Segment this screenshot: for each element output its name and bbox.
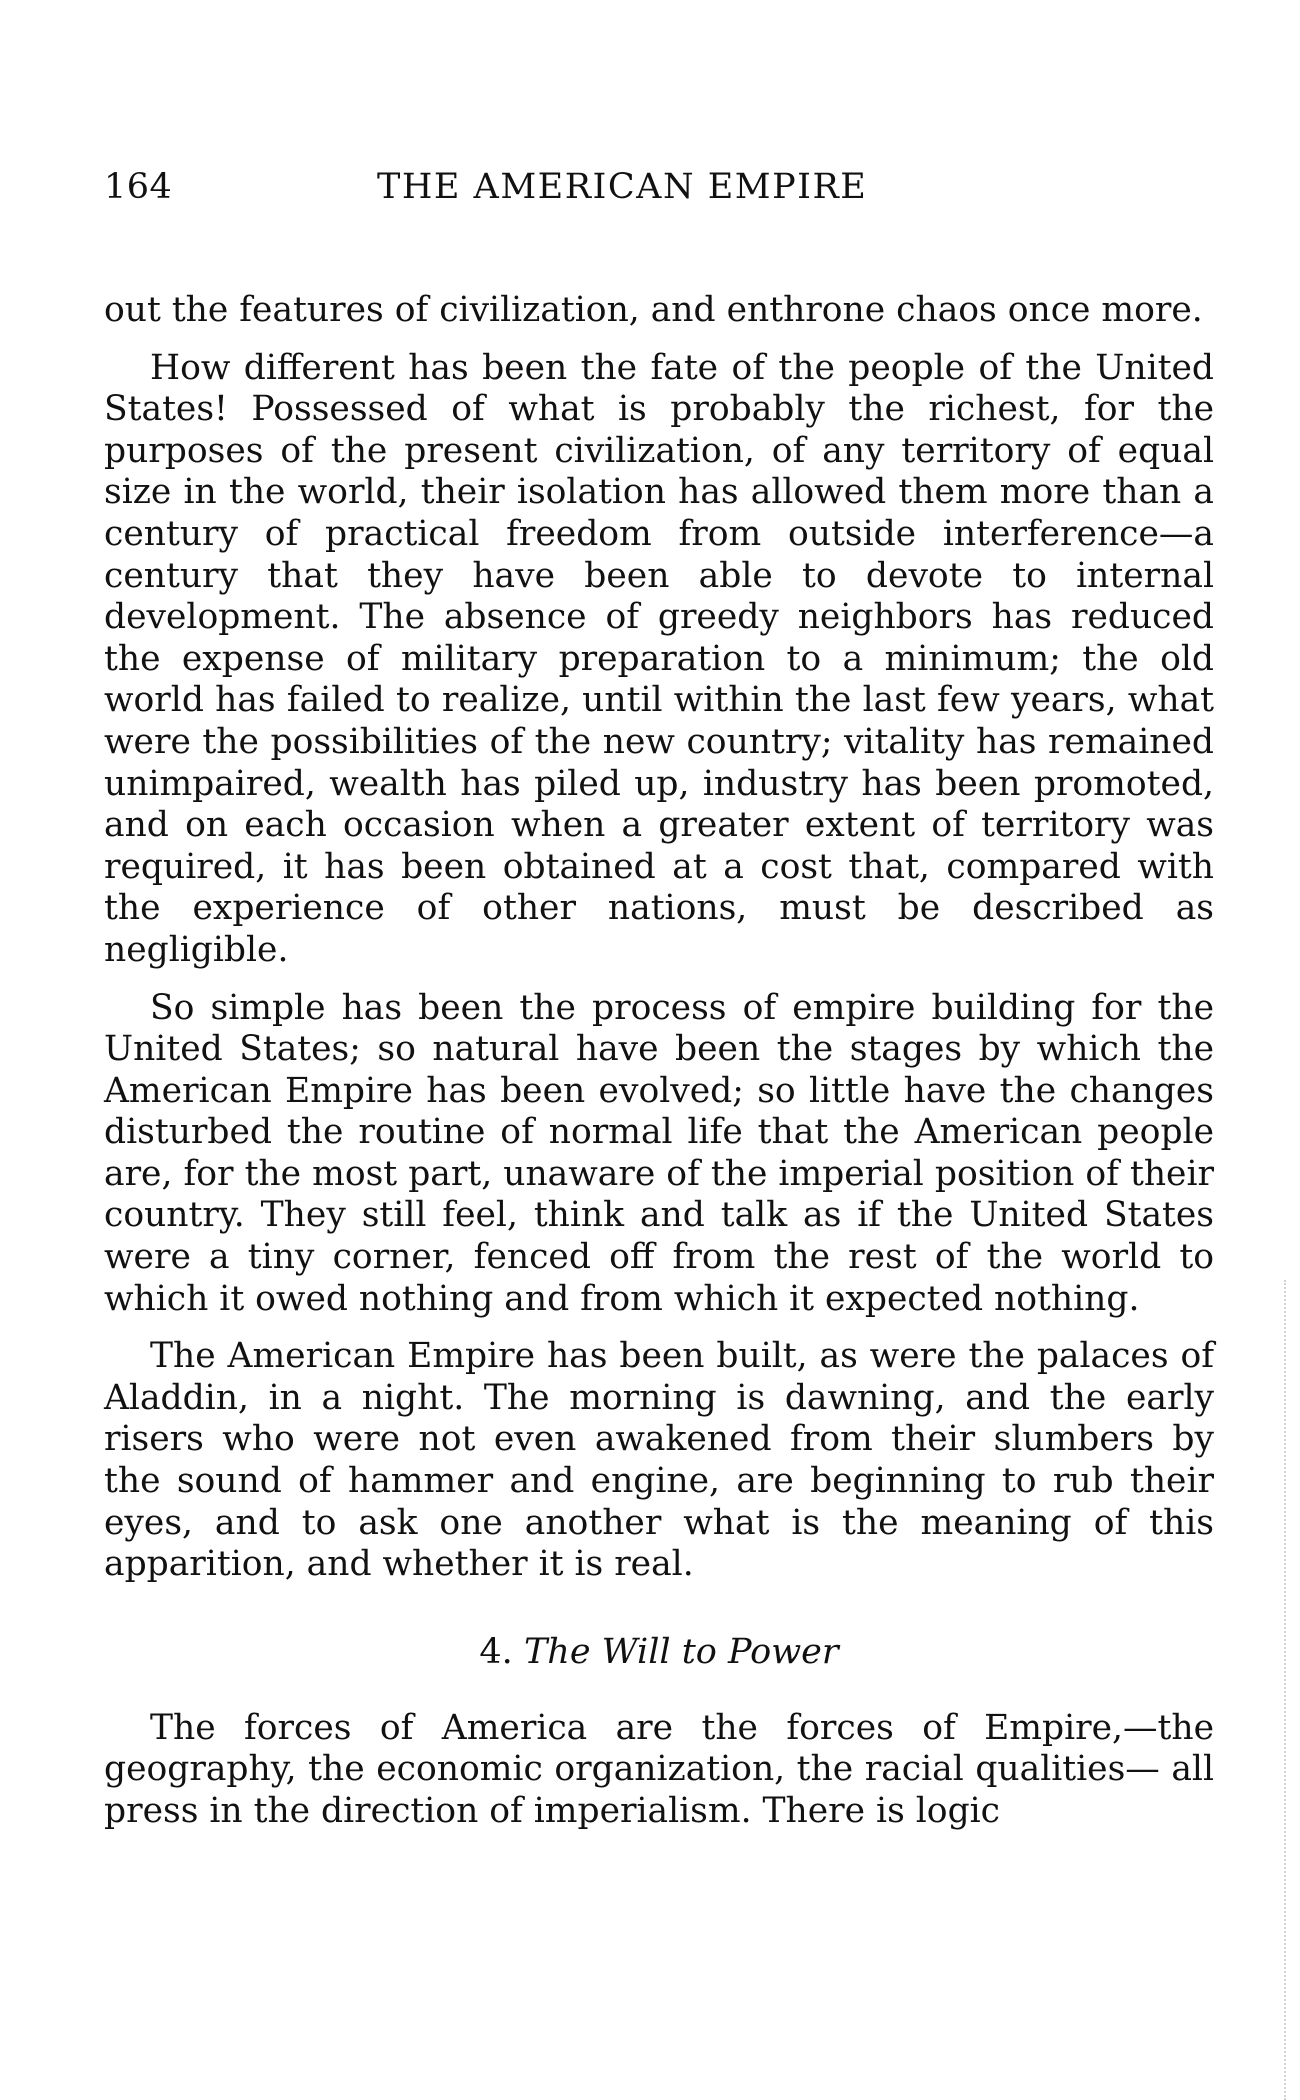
scan-edge-artifact xyxy=(1284,1280,1300,2100)
page-number: 164 xyxy=(104,167,173,207)
paragraph-forces-of-america: The forces of America are the forces of Empire,—the geography, the economic organization, the racial qualities— all press in the direction of imperialism. There is logic xyxy=(104,1707,1214,1831)
paragraph-united-states-fate: How different has been the fate of the people of the United States! Possessed of what is probably the richest, for the purposes of the present civilization, of any territory of equal size in the world, their isolation has allowed them more than a century of practical freedom from outside interference—a century that they have been able to devote to internal development. The absence of greedy neighbors has reduced the expense of military preparation to a minimum; the old world has failed to realize, until within the last few years, what were the possibilities of the new country; vitality has remained unimpaired, wealth has piled up, industry has been promoted, and on each occasion when a greater extent of territory was required, it has been obtained at a cost that, compared with the experience of other nations, must be described as negligible. xyxy=(104,347,1214,970)
paragraph-continuation: out the features of civilization, and enthrone chaos once more. xyxy=(104,290,1203,330)
running-head xyxy=(104,162,1214,212)
running-title: THE AMERICAN EMPIRE xyxy=(377,167,868,207)
body-text xyxy=(104,290,1214,1849)
section-number: 4. xyxy=(479,1631,513,1672)
paragraph-aladdin: The American Empire has been built, as were the palaces of Aladdin, in a night. The morning is dawning, and the early risers who were not even awakened from their slumbers by the sound of hammer and engine, are beginning to rub their eyes, and to ask one another what is the meaning of this apparition, and whether it is real. xyxy=(104,1336,1214,1585)
section-heading xyxy=(104,1630,1214,1674)
section-title: The Will to Power xyxy=(523,1631,839,1672)
paragraph-empire-building: So simple has been the process of empire building for the United States; so natural have been the stages by which the American Empire has been evolved; so little have the changes disturbed the routine of normal life that the American people are, for the most part, unaware of the imperial position of their country. They still feel, think and talk as if the United States were a tiny corner, fenced off from the rest of the world to which it owed nothing and from which it expected nothing. xyxy=(104,987,1214,1319)
